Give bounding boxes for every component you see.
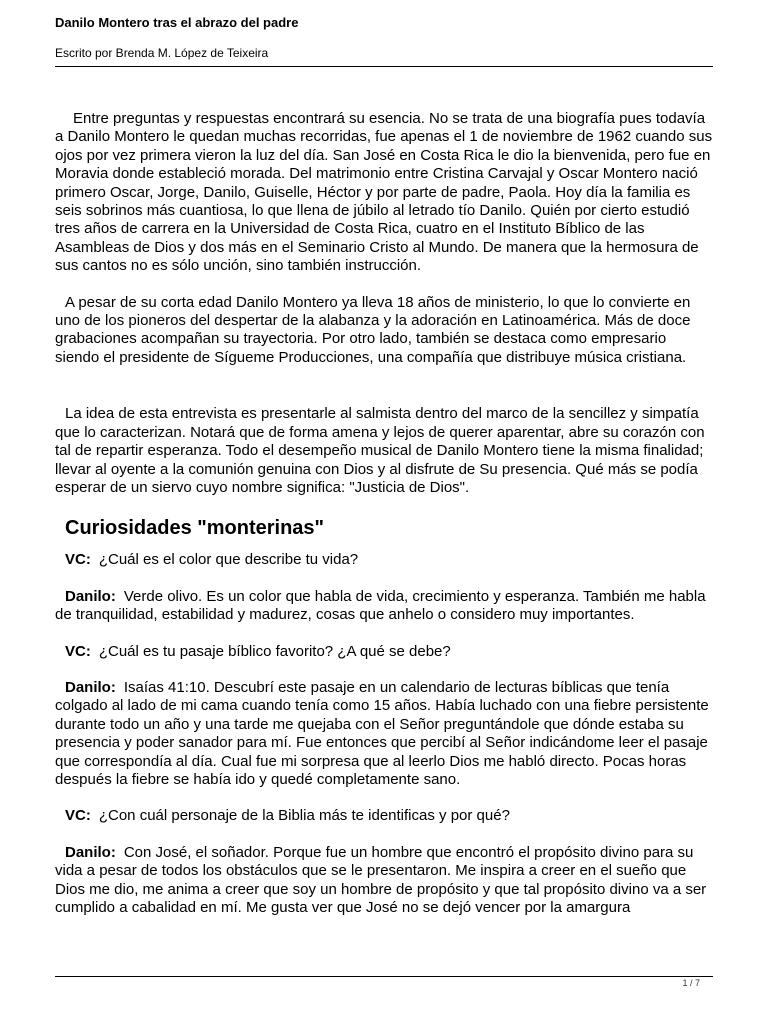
article-body xyxy=(55,110,713,917)
ministry-paragraph xyxy=(55,294,713,368)
qa-item xyxy=(55,679,713,789)
document-title: Danilo Montero tras el abrazo del padre xyxy=(55,15,299,30)
paragraph-text: A pesar de su corta edad Danilo Montero ya lleva 18 años de ministerio, lo que lo convierte en uno de los pioneros del despertar de la alabanza y la adoración en Latinoamérica. Más de doce grabaciones acompañan su trayectoria. Por otro lado, también se destaca como empresario siendo el presidente de Sígueme Producciones, una compañía que distribuye música cristiana. xyxy=(55,293,691,366)
interview-purpose-paragraph xyxy=(55,405,713,497)
qa-item xyxy=(55,588,713,625)
qa-text: ¿Cuál es tu pasaje bíblico favorito? ¿A qué se debe? xyxy=(98,642,451,660)
intro-paragraph xyxy=(55,110,713,276)
speaker-label: Danilo: xyxy=(65,587,116,605)
header-divider xyxy=(55,66,713,67)
section-heading: Curiosidades "monterinas" xyxy=(65,517,325,540)
speaker-label: VC: xyxy=(65,551,91,569)
page-number: 1 / 7 xyxy=(682,978,700,988)
qa-text: Con José, el soñador. Porque fue un hombre que encontró el propósito divino para su vida a pesar de todos los obstáculos que se le presentaron. Me inspira a creer en el sueño que Dios me dio, me anima a creer que soy un hombre de propósito y que tal propósito divino va a ser cumplido a cabalidad en mí. Me gusta ver que José no se dejó vencer por la amargura xyxy=(55,843,707,916)
speaker-label: Danilo: xyxy=(65,843,116,861)
document-author: Escrito por Brenda M. López de Teixeira xyxy=(55,46,269,60)
speaker-label: Danilo: xyxy=(65,678,116,696)
page-header xyxy=(55,14,713,61)
qa-text: Verde olivo. Es un color que habla de vida, crecimiento y esperanza. También me habla de tranquilidad, estabilidad y madurez, cosas que anhelo o considero muy importantes. xyxy=(55,587,706,624)
speaker-label: VC: xyxy=(65,807,91,825)
qa-item xyxy=(55,844,713,918)
speaker-label: VC: xyxy=(65,642,91,660)
qa-item xyxy=(55,551,713,569)
paragraph-text: Entre preguntas y respuestas encontrará su esencia. No se trata de una biografía pues todavía a Danilo Montero le quedan muchas recorridas, fue apenas el 1 de noviembre de 1962 cuando sus ojos por vez primera vieron la luz del día. San José en Costa Rica le dio la bienvenida, pero fue en Moravia donde estableció morada. Del matrimonio entre Cristina Carvajal y Oscar Montero nació primero Oscar, Jorge, Danilo, Guiselle, Héctor y por parte de padre, Paola. Hoy día la familia es seis sobrinos más cuantiosa, lo que llena de júbilo al letrado tío Danilo. Quién por cierto estudió tres años de carrera en la Universidad de Costa Rica, cuatro en el Instituto Bíblico de las Asambleas de Dios y dos más en el Seminario Cristo al Mundo. De manera que la hermosura de sus cantos no es sólo unción, sino también instrucción. xyxy=(55,110,713,275)
qa-text: ¿Cuál es el color que describe tu vida? xyxy=(98,551,359,569)
footer-divider xyxy=(55,976,713,977)
qa-item xyxy=(55,643,713,661)
qa-item xyxy=(55,807,713,825)
qa-text: ¿Con cuál personaje de la Biblia más te identificas y por qué? xyxy=(98,807,510,825)
paragraph-text: La idea de esta entrevista es presentarle al salmista dentro del marco de la sencillez y simpatía que lo caracterizan. Notará que de forma amena y lejos de querer aparentar, abre su corazón con tal de repartir esperanza. Todo el desempeño musical de Danilo Montero tiene la misma finalidad; llevar al oyente a la comunión genuina con Dios y al disfrute de Su presencia. Qué más se podía esperar de un siervo cuyo nombre significa: "Justicia de Dios". xyxy=(55,405,705,496)
qa-text: Isaías 41:10. Descubrí este pasaje en un calendario de lecturas bíblicas que tenía colgado al lado de mi cama cuando tenía como 15 años. Había luchado con una fiebre persistente durante todo un año y una tarde me quejaba con el Señor preguntándole que dónde estaba su presencia y poder sanador para mí. Fue entonces que percibí al Señor indicándome leer el pasaje que correspondía al día. Cual fue mi sorpresa que al leerlo Dios me habló directo. Pocas horas después la fiebre se había ido y quedé completamente sano. xyxy=(55,678,709,788)
